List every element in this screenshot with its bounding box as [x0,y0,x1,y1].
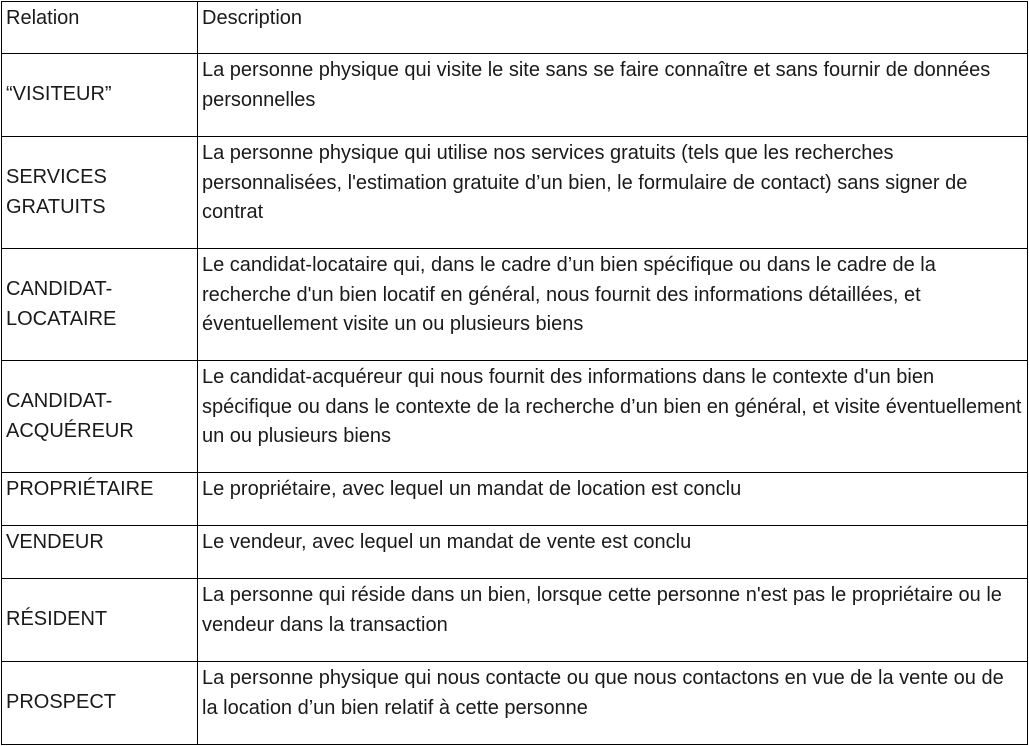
description-cell: Le vendeur, avec lequel un mandat de vente est conclu [198,526,1028,579]
relation-cell: VENDEUR [2,526,198,579]
description-cell: Le candidat-acquéreur qui nous fournit des informations dans le contexte d'un bien spécifique ou dans le contexte de la recherche d’un bien en général, et visite éventuellement un ou plusieurs biens [198,361,1028,473]
relation-cell: RÉSIDENT [2,579,198,662]
header-relation: Relation [2,2,198,54]
description-cell: La personne physique qui visite le site sans se faire connaître et sans fournir de données personnelles [198,54,1028,137]
relation-cell: “VISITEUR” [2,54,198,137]
relation-cell: PROPRIÉTAIRE [2,473,198,526]
table-row [2,473,1028,526]
relation-cell: CANDIDAT-ACQUÉREUR [2,361,198,473]
relation-cell: PROSPECT [2,662,198,745]
relations-table [1,1,1028,745]
relation-cell: CANDIDAT-LOCATAIRE [2,249,198,361]
description-cell: La personne physique qui utilise nos services gratuits (tels que les recherches personnalisées, l'estimation gratuite d’un bien, le formulaire de contact) sans signer de contrat [198,137,1028,249]
table-row [2,361,1028,473]
description-cell: La personne physique qui nous contacte ou que nous contactons en vue de la vente ou de la location d’un bien relatif à cette personne [198,662,1028,745]
table-row [2,249,1028,361]
relation-cell: SERVICES GRATUITS [2,137,198,249]
description-cell: La personne qui réside dans un bien, lorsque cette personne n'est pas le propriétaire ou le vendeur dans la transaction [198,579,1028,662]
table-row [2,579,1028,662]
header-description: Description [198,2,1028,54]
table-row [2,54,1028,137]
description-cell: Le candidat-locataire qui, dans le cadre d’un bien spécifique ou dans le cadre de la recherche d'un bien locatif en général, nous fournit des informations détaillées, et éventuellement visite un ou plusieurs biens [198,249,1028,361]
table-row [2,137,1028,249]
table-header-row [2,2,1028,54]
description-cell: Le propriétaire, avec lequel un mandat de location est conclu [198,473,1028,526]
table-row [2,526,1028,579]
table-row [2,662,1028,745]
